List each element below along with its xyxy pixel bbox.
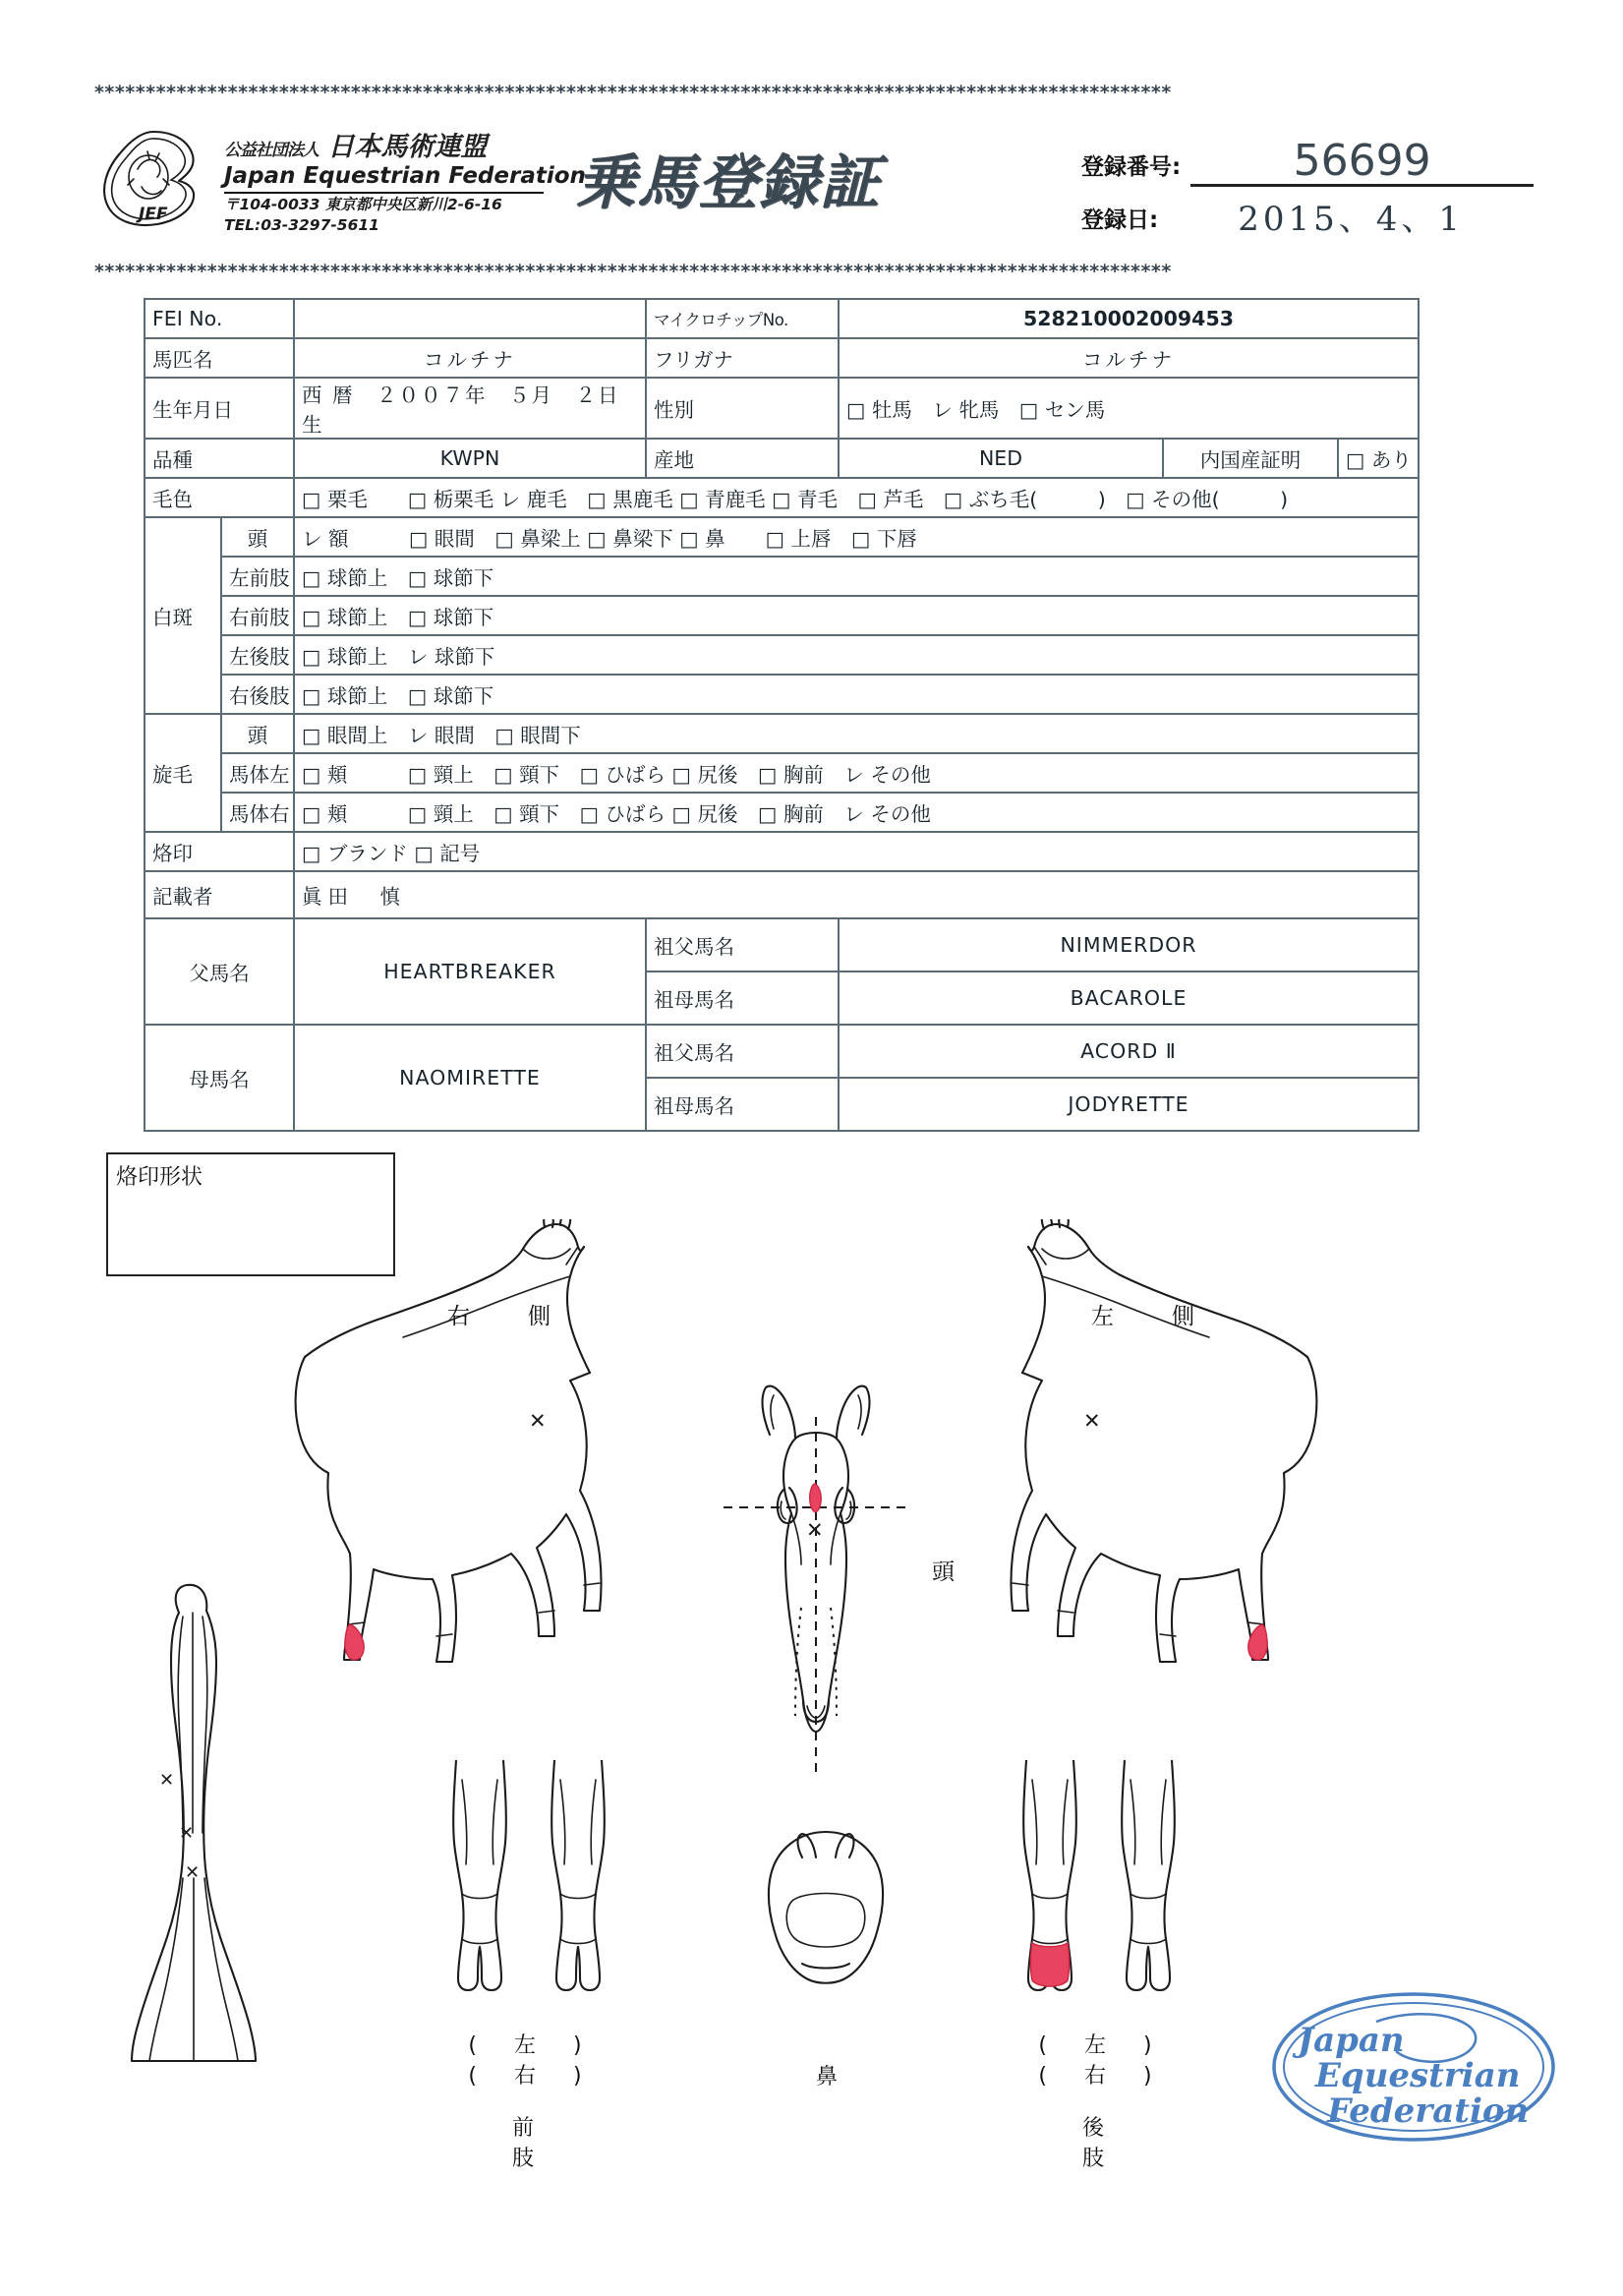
table-row-writer	[145, 871, 1419, 918]
white-part-right-front: 右前肢	[221, 596, 294, 635]
registration-number-value: 56699	[1190, 139, 1534, 187]
horse-neck-top-diagram	[118, 1583, 285, 2065]
sex-label: 性別	[646, 378, 839, 439]
front-legs-name-label: 前 肢	[511, 2116, 643, 2171]
brand-options: □ ブランド □ 記号	[294, 832, 1419, 871]
table-row-white-rh	[145, 675, 1419, 714]
jef-official-stamp	[1270, 1988, 1557, 2146]
horse-name-value: コルチナ	[294, 338, 646, 378]
microchip-value: 528210002009453	[839, 299, 1419, 338]
svg-text:✕: ✕	[1083, 1409, 1101, 1433]
coat-color-options: □ 栗毛 □ 栃栗毛 レ 鹿毛 □ 黒鹿毛 □ 青鹿毛 □ 青毛 □ 芦毛 □ ぶち毛( ) □ その他( )	[294, 478, 1419, 517]
table-row-breed	[145, 439, 1419, 478]
whorl-label: 旋毛	[145, 714, 221, 832]
left-side-label: 左 側	[1091, 1304, 1212, 1329]
table-row-sire-grandsire	[145, 918, 1419, 971]
table-row-dob	[145, 378, 1419, 439]
breed-value: KWPN	[294, 439, 646, 478]
horse-name-label: 馬匹名	[145, 338, 294, 378]
svg-text:✕: ✕	[529, 1409, 547, 1433]
sire-granddam-value: BACAROLE	[839, 971, 1419, 1025]
svg-text:✕: ✕	[185, 1862, 201, 1883]
writer-label: 記載者	[145, 871, 294, 918]
registration-date-value: 2015、4、1	[1238, 200, 1464, 240]
right-side-label: 右 側	[447, 1304, 568, 1329]
organization-divider	[224, 192, 544, 194]
decorative-star-rule-top: *********************************************************************************************************	[94, 85, 1172, 100]
dob-value: 西 暦 ２００７年 ５月 ２日 生	[294, 378, 646, 439]
organization-name-kanji: 日本馬術連盟	[327, 132, 488, 162]
registration-number-row	[1081, 132, 1534, 187]
document-title: 乗馬登録証	[576, 148, 881, 217]
organization-tel: TEL:03-3297-5611	[224, 215, 379, 234]
front-legs-diagram	[433, 1760, 649, 1996]
whorl-part-head: 頭	[221, 714, 294, 753]
dam-grandsire-value: ACORD Ⅱ	[839, 1025, 1419, 1078]
organization-name-en: Japan Equestrian Federation	[224, 163, 586, 190]
stamp-text-line2: Equestrian	[1315, 2056, 1521, 2095]
dam-granddam-value: JODYRETTE	[839, 1078, 1419, 1131]
table-row-name	[145, 338, 1419, 378]
hind-legs-name-label: 後 肢	[1081, 2116, 1213, 2171]
origin-value: NED	[839, 439, 1163, 478]
white-options-left-hind: □ 球節上 レ 球節下	[294, 635, 1419, 675]
sire-grandsire-label: 祖父馬名	[646, 918, 839, 971]
sire-label: 父馬名	[145, 918, 294, 1025]
dam-value: NAOMIRETTE	[294, 1025, 646, 1131]
organization-block	[224, 132, 586, 234]
sire-value: HEARTBREAKER	[294, 918, 646, 1025]
horse-right-side-diagram	[265, 1219, 786, 1721]
dam-label: 母馬名	[145, 1025, 294, 1131]
hind-legs-diagram	[1003, 1760, 1219, 1996]
white-options-left-front: □ 球節上 □ 球節下	[294, 557, 1419, 596]
table-row-white-rf	[145, 596, 1419, 635]
furigana-value: コルチナ	[839, 338, 1419, 378]
table-row-whorl-head	[145, 714, 1419, 753]
nose-diagram	[747, 1824, 904, 2011]
front-legs-lr-label: (左) (右)	[468, 2033, 678, 2089]
white-part-right-hind: 右後肢	[221, 675, 294, 714]
whorl-part-body-right: 馬体右	[221, 793, 294, 832]
hind-legs-caption	[1013, 2029, 1248, 2172]
white-options-right-front: □ 球節上 □ 球節下	[294, 596, 1419, 635]
writer-value: 眞田 慎	[294, 871, 1419, 918]
table-row-dam-grandsire	[145, 1025, 1419, 1078]
organization-address: 〒104-0033 東京都中央区新川2-6-16	[224, 196, 502, 214]
registration-date-row	[1081, 187, 1534, 242]
table-row-brand	[145, 832, 1419, 871]
table-row-white-lf	[145, 557, 1419, 596]
sire-grandsire-value: NIMMERDOR	[839, 918, 1419, 971]
dam-granddam-label: 祖母馬名	[646, 1078, 839, 1131]
fei-label: FEI No.	[145, 299, 294, 338]
white-options-head: レ 額 □ 眼間 □ 鼻梁上 □ 鼻梁下 □ 鼻 □ 上唇 □ 下唇	[294, 517, 1419, 557]
stamp-text-line3: Federation	[1327, 2091, 1530, 2131]
white-options-right-hind: □ 球節上 □ 球節下	[294, 675, 1419, 714]
table-row-whorl-left	[145, 753, 1419, 793]
horse-head-front-diagram	[723, 1382, 909, 1775]
coat-color-label: 毛色	[145, 478, 294, 517]
fei-value	[294, 299, 646, 338]
registration-date-label: 登録日:	[1081, 207, 1159, 233]
brand-label: 烙印	[145, 832, 294, 871]
table-row-white-head	[145, 517, 1419, 557]
table-row-white-lh	[145, 635, 1419, 675]
svg-text:✕: ✕	[806, 1518, 824, 1542]
decorative-star-rule-bottom: *********************************************************************************************************	[94, 264, 1172, 279]
dob-label: 生年月日	[145, 378, 294, 439]
registration-info	[1081, 132, 1534, 242]
sex-options: □ 牡馬 レ 牝馬 □ セン馬	[839, 378, 1419, 439]
furigana-label: フリガナ	[646, 338, 839, 378]
brand-shape-label: 烙印形状	[116, 1165, 203, 1190]
table-row-coat	[145, 478, 1419, 517]
organization-prefix: 公益社団法人	[224, 141, 319, 160]
domestic-certificate-option: □ あり	[1338, 439, 1419, 478]
white-markings-label: 白斑	[145, 517, 221, 714]
whorl-options-body-right: □ 頬 □ 頸上 □ 頸下 □ ひばら □ 尻後 □ 胸前 レ その他	[294, 793, 1419, 832]
whorl-options-body-left: □ 頬 □ 頸上 □ 頸下 □ ひばら □ 尻後 □ 胸前 レ その他	[294, 753, 1419, 793]
whorl-options-head: □ 眼間上 レ 眼間 □ 眼間下	[294, 714, 1419, 753]
horse-data-table	[144, 298, 1420, 1132]
jef-logo	[94, 126, 222, 234]
domestic-certificate-label: 内国産証明	[1163, 439, 1338, 478]
registration-number-label: 登録番号:	[1081, 154, 1182, 180]
head-label: 頭	[932, 1560, 955, 1585]
organization-name-jp	[224, 134, 558, 161]
microchip-label: マイクロチップNo.	[646, 299, 839, 338]
front-legs-caption	[442, 2029, 678, 2172]
stamp-text-line1: Japan	[1298, 2021, 1405, 2060]
sire-granddam-label: 祖母馬名	[646, 971, 839, 1025]
breed-label: 品種	[145, 439, 294, 478]
whorl-part-body-left: 馬体左	[221, 753, 294, 793]
svg-text:✕: ✕	[179, 1823, 195, 1844]
nose-label: 鼻	[816, 2065, 839, 2090]
table-row-fei	[145, 299, 1419, 338]
svg-text:JEF: JEF	[139, 205, 168, 224]
table-row-whorl-right	[145, 793, 1419, 832]
white-part-left-front: 左前肢	[221, 557, 294, 596]
hind-legs-lr-label: (左) (右)	[1038, 2033, 1248, 2089]
white-part-head: 頭	[221, 517, 294, 557]
white-part-left-hind: 左後肢	[221, 635, 294, 675]
dam-grandsire-label: 祖父馬名	[646, 1025, 839, 1078]
origin-label: 産地	[646, 439, 839, 478]
svg-text:✕: ✕	[159, 1770, 175, 1791]
